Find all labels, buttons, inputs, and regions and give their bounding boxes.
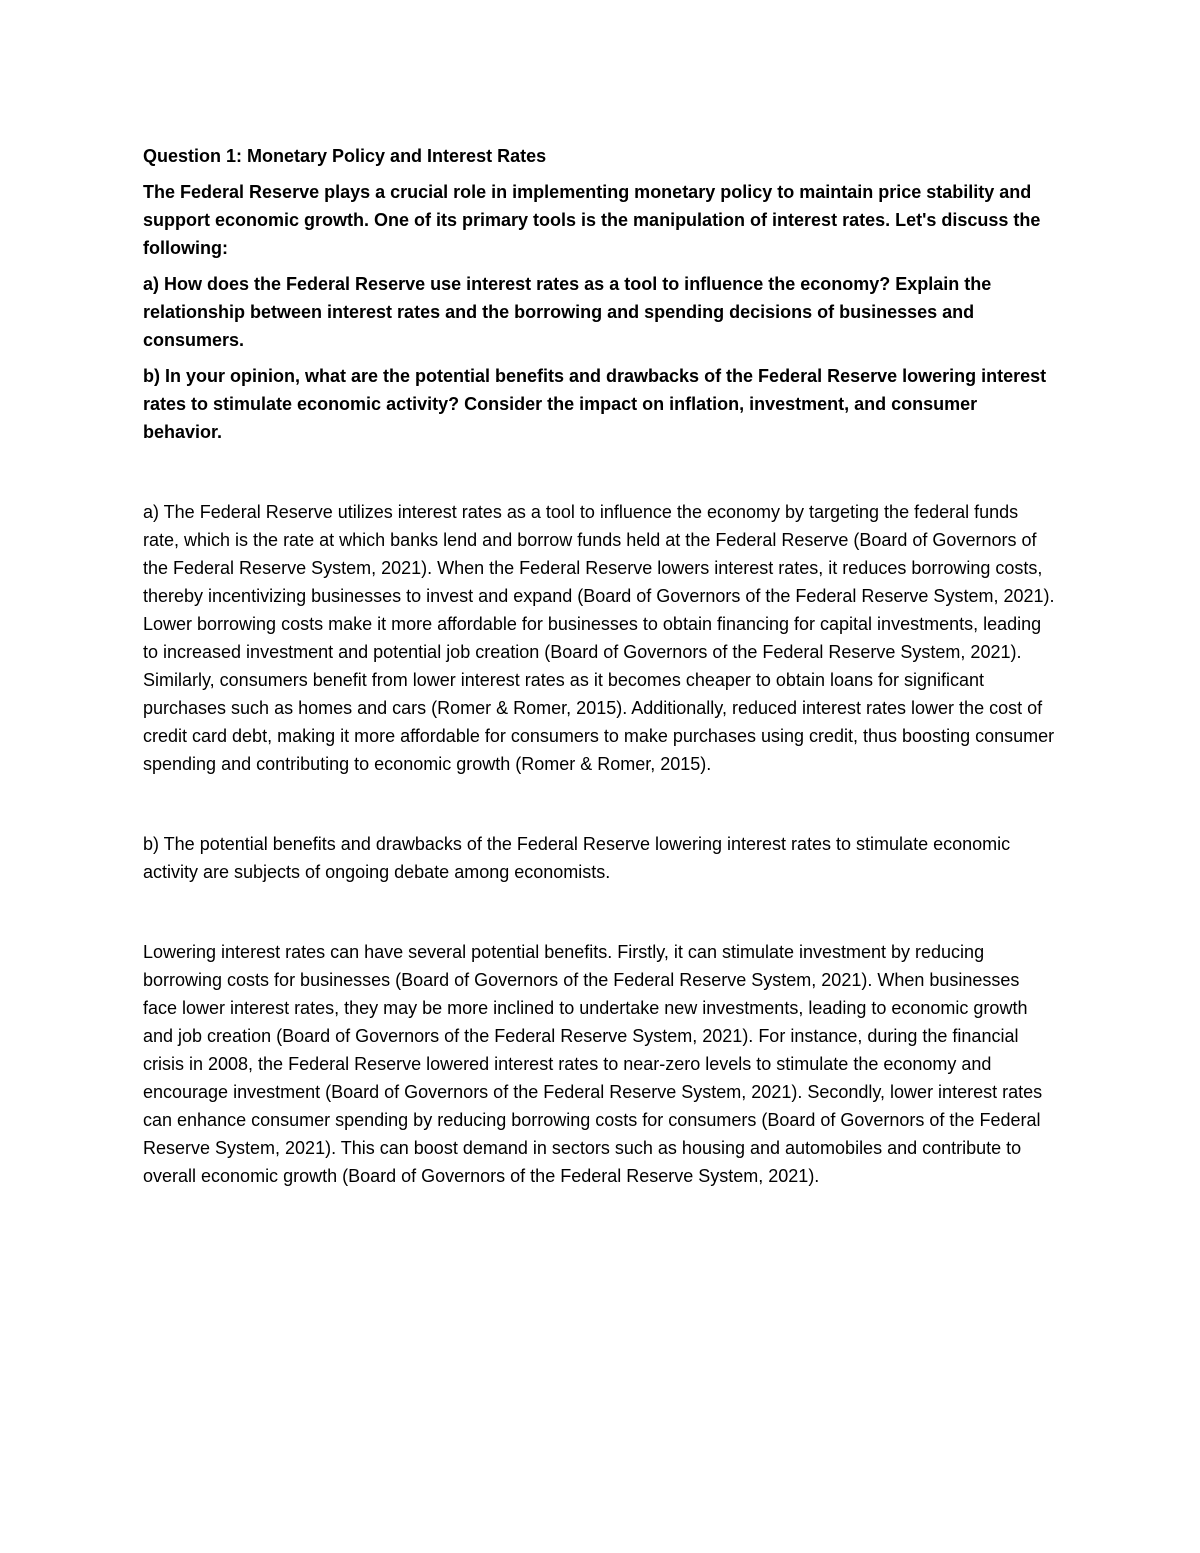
answer-part-a: a) The Federal Reserve utilizes interest rates as a tool to influence the economy by targeting the federal funds rate, which is the rate at which banks lend and borrow funds held at the Federal Reserve (Board of Governors of the Federal Reserve System, 2021). When the Federal Reserve lowers interest rates, it reduces borrowing costs, thereby incentivizing businesses to invest and expand (Board of Governors of the Federal Reserve System, 2021). Lower borrowing costs make it more affordable for businesses to obtain financing for capital investments, leading to increased investment and potential job creation (Board of Governors of the Federal Reserve System, 2021). Similarly, consumers benefit from lower interest rates as it becomes cheaper to obtain loans for significant purchases such as homes and cars (Romer & Romer, 2015). Additionally, reduced interest rates lower the cost of credit card debt, making it more affordable for consumers to make purchases using credit, thus boosting consumer spending and contributing to economic growth (Romer & Romer, 2015). <box>143 502 1055 774</box>
spacer <box>143 454 1058 498</box>
spacer <box>143 778 1058 830</box>
question-title: Question 1: Monetary Policy and Interest Rates <box>143 146 547 166</box>
document-body <box>143 142 1058 1190</box>
question-intro: The Federal Reserve plays a crucial role in implementing monetary policy to maintain price stability and support economic growth. One of its primary tools is the manipulation of interest rates. Let's discuss the following: <box>143 182 1041 258</box>
answer-benefits-paragraph: Lowering interest rates can have several potential benefits. Firstly, it can stimulate investment by reducing borrowing costs for businesses (Board of Governors of the Federal Reserve System, 2021). When businesses face lower interest rates, they may be more inclined to undertake new investments, leading to economic growth and job creation (Board of Governors of the Federal Reserve System, 2021). For instance, during the financial crisis in 2008, the Federal Reserve lowered interest rates to near-zero levels to stimulate the economy and encourage investment (Board of Governors of the Federal Reserve System, 2021). Secondly, lower interest rates can enhance consumer spending by reducing borrowing costs for consumers (Board of Governors of the Federal Reserve System, 2021). This can boost demand in sectors such as housing and automobiles and contribute to overall economic growth (Board of Governors of the Federal Reserve System, 2021). <box>143 942 1043 1186</box>
spacer <box>143 886 1058 938</box>
question-part-b: b) In your opinion, what are the potential benefits and drawbacks of the Federal Reserve lowering interest rates to stimulate economic activity? Consider the impact on inflation, investment, and consumer behavior. <box>143 366 1047 442</box>
question-part-a: a) How does the Federal Reserve use interest rates as a tool to influence the economy? Explain the relationship between interest rates and the borrowing and spending decisions of businesses and consumers. <box>143 274 992 350</box>
answer-part-b: b) The potential benefits and drawbacks of the Federal Reserve lowering interest rates to stimulate economic activity are subjects of ongoing debate among economists. <box>143 834 1011 882</box>
